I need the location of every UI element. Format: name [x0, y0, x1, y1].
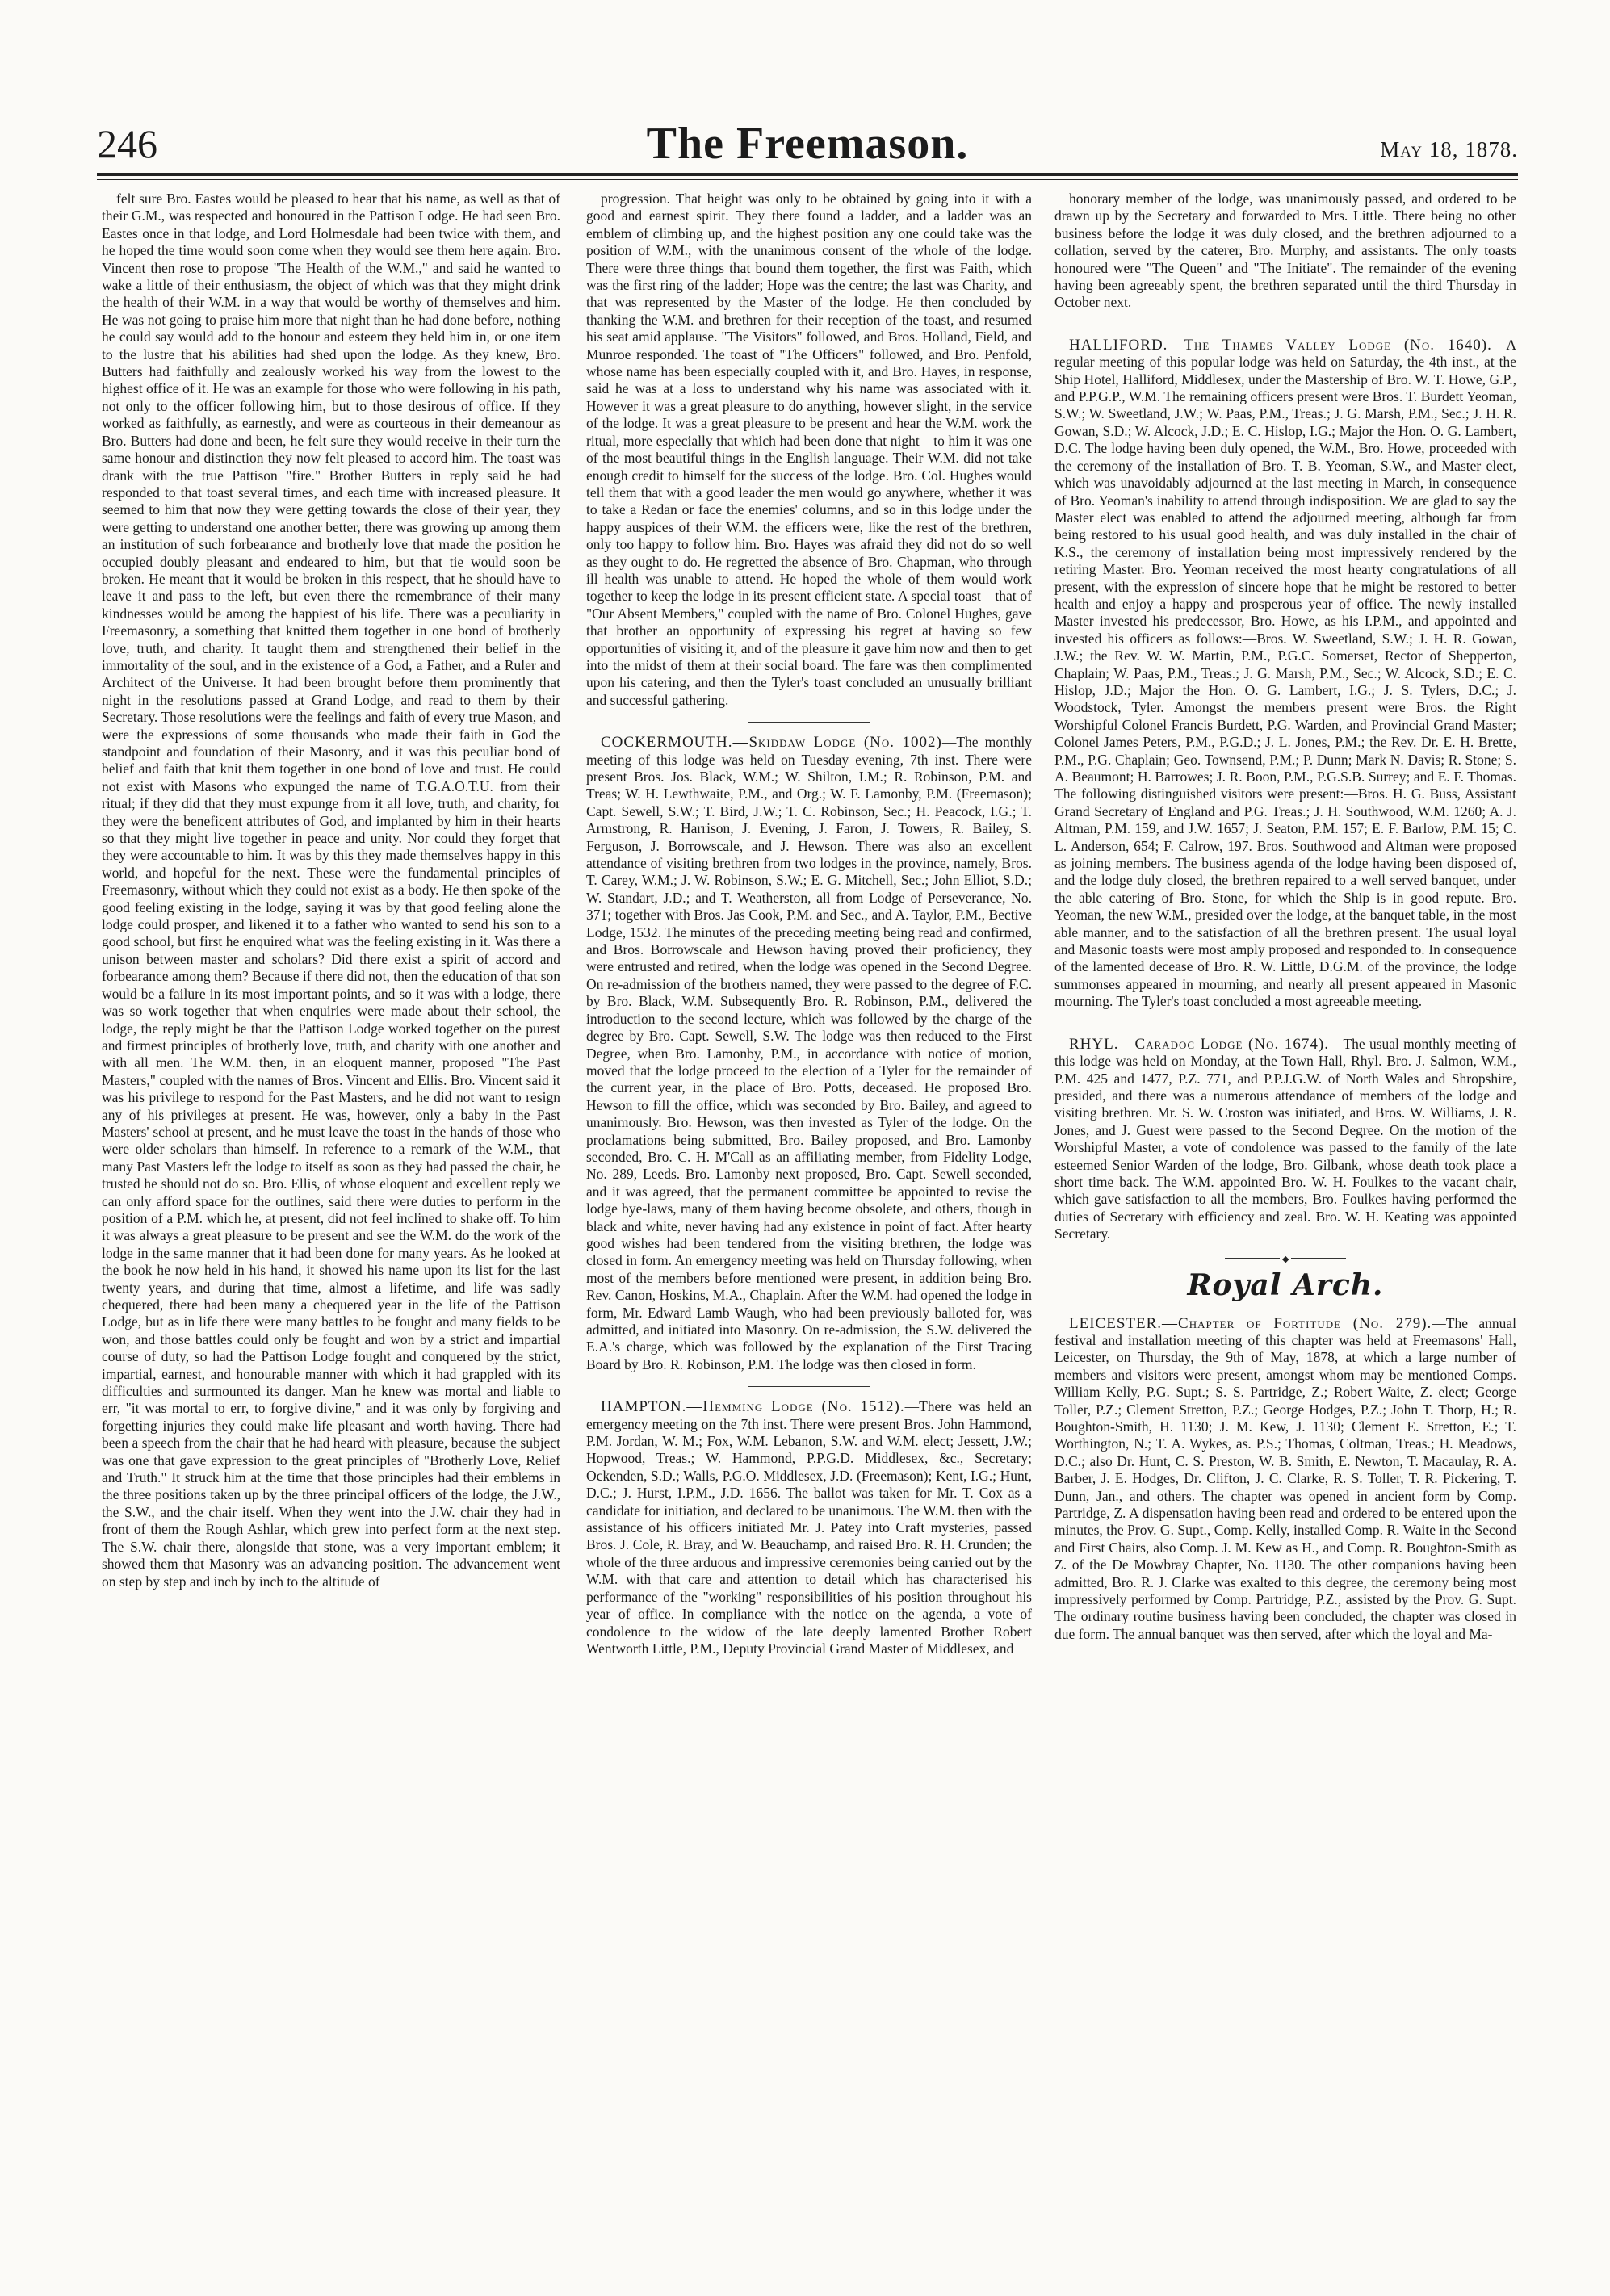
page-number: 246	[97, 121, 157, 166]
column-3	[1054, 191, 1516, 2264]
chapter-report-leicester	[1054, 1315, 1516, 1644]
masthead-rule-thick	[97, 173, 1518, 176]
lodge-report-halliford	[1054, 337, 1516, 1011]
column-1	[102, 191, 560, 2264]
publication-title: The Freemason.	[646, 119, 969, 169]
report-headword: RHYL.—Caradoc Lodge (No. 1674).	[1069, 1035, 1329, 1053]
paragraph-text: progression. That height was only to be obtained by going into it with a good and earnest spirit. They there found a ladder, and a ladder was an emblem of climbing up, and the highest position any one could take was the position of W.M., with the unanimous consent of the whole of the lodge. There were three things that bound them together, the first was Faith, which was the first ring of the ladder; Hope was the centre; the last was Charity, and that was represented by the Master of the lodge. He then concluded by thanking the W.M. and brethren for their reception of the toast, and resumed his seat amid applause. "The Visitors" followed, and Bros. Holland, Field, and Munroe responded. The toast of "The Officers" followed, and Bro. Penfold, whose name has been especially coupled with it, and Bro. Hayes, in response, said he was at a loss to understand why his name was associated with it. However it was a great pleasure to do anything, however slight, in the service of the lodge. It was a great pleasure to be present and hear the W.M. work the ritual, more especially that which had been done that night—to him it was one of the most beautiful things in the English language. Their W.M. did not take enough credit to himself for the success of the lodge. Bro. Col. Hughes would tell them that with a good leader the men would go anywhere, whether it was to take a Redan or face the enemies' columns, and so in this lodge under the happy auspices of their W.M. the efficers were, like the rest of the brethren, only too happy to follow him. Bro. Hayes was afraid they did not do so well as they ought to do. He regretted the absence of Bro. Chapman, who through ill health was unable to attend. He hoped the whole of them would work together to keep the lodge in its present efficient state. A special toast—that of "Our Absent Members," coupled with the name of Bro. Colonel Hughes, gave that brother an opportunity of expressing his regret at having so few opportunities of visiting it, and of the pleasure it gave him now and then to get into the midst of them at their social board. The fare was then complimented upon his catering, and then the Tyler's toast concluded an unusually brilliant and successful gathering.	[586, 191, 1032, 708]
report-text: —The usual monthly meeting of this lodge was held on Monday, at the Town Hall, Rhyl. Bro. J. Salmon, W.M., P.M. 425 and 1477, P.Z. 771, and P.P.J.G.W. of North Wales and Shropshire, presided, and there was a numerous attendance of members of the lodge and visiting brethren. Mr. S. W. Croston was initiated, and Bros. W. Williams, J. R. Jones, and J. Guest were passed to the Second Degree. On the motion of the Worshipful Master, a vote of condolence was passed to the family of the late esteemed Senior Warden of the lodge, Bro. Gilbank, whose death took place a short time back. The W.M. appointed Bro. W. H. Foulkes to the vacant chair, which gave satisfaction to all the members, Bro. Foulkes having performed the duties of Secretary with efficiency and zeal. Bro. W. H. Keating was appointed Secretary.	[1054, 1035, 1516, 1242]
masthead	[97, 121, 1518, 168]
paragraph-text: felt sure Bro. Eastes would be pleased to hear that his name, as well as that of their G.M., was respected and honoured in the Pattison Lodge. He had seen Bro. Eastes once in that lodge, and Lord Holmesdale had been twice with them, and he hoped the time would soon come when they would see them here again. Bro. Vincent then rose to propose "The Health of the W.M.," and said he wanted to wake a little of their enthusiasm, the object of which was that they might drink the health of their W.M. in a way that would be worthy of themselves and him. He was not going to praise him more that night than he had done before, nothing he could say would add to the honour and esteem they held him in, or one item to the lustre that his abilities had shed upon the lodge. As they knew, Bro. Butters had faithfully and zealously worked his way from the lowest to the highest office of it. He was an example for those who were following in his path, not only to the officer following him, but to those desirous of office. If they worked as faithfully, as earnestly, and were as courteous in their demeanour as Bro. Butters had done and been, he felt sure they would receive in their turn the same honour and distinction they now felt pleased to accord him. The toast was drank with the true Pattison "fire." Brother Butters in reply said he had responded to that toast several times, and each time with increased pleasure. It seemed to him that now they were getting towards the close of their year, they were getting to understand one another better, there was growing up among them an institution of such forbearance and brotherly love that made the position he occupied doubly pleasant and endeared to him, but that tie would soon be broken. He meant that it would be broken in this respect, that he should have to leave it and pass to the left, but even there the remembrance of their many kindnesses would be among the happiest of his life. There was a peculiarity in Freemasonry, a something that knitted them together in one bond of brotherly love, truth, and charity. It taught them and strengthened their belief in the immortality of the soul, and in the existence of a God, a Father, and a Ruler and Architect of the Universe. It had been brought before them prominently that night in the resolutions passed at Grand Lodge, and read to them by their Secretary. Those resolutions were the feelings and faith of every true Mason, and were the expressions of some thousands who made their faith in God the standpoint and foundation of their Masonry, and it was this peculiar bond of belief and faith that knit them together in one bond of love and trust. He could not exist with Masons who expunged the name of T.G.A.O.T.U. from their ritual; if they did that they must expunge from it all love, truth, and charity, for they were the beneficent attributes of God, and implanted by him in their hearts so that they might live together in peace and unity. Nor could they forget that they were accountable to him. It was by this they made themselves happy in this world, and hopeful for the next. These were the fundamental principles of Freemasonry, without which they could not exist as a body. He then spoke of the good feeling existing in the lodge, saying it was by that good feeling alone the lodge could prosper, and likened it to a father who wanted to send his son to a good school, but first he enquired what was the feeling existing in it. Was there a unison between master and scholars? Did there exist a spirit of accord and forbearance among them? Because if there did not, then the education of that son would be a failure in its most important points, and so it was with a lodge, there was so work together that when enquiries were made about their school, the lodge, the reply might be that the Pattison Lodge worked together on the purest and firmest principles of brotherly love, truth, and charity with one another and with all men. The W.M. then, in an eloquent manner, proposed "The Past Masters," coupled with the names of Bros. Vincent and Ellis. Bro. Vincent said it was his privilege to respond for the Past Masters, and he did not want to resign any of his privileges at present. He was, however, only a baby in the Past Masters' school at present, and he must leave the toast in the hands of those who were older scholars than himself. In reference to a remark of the W.M., that many Past Masters left the lodge to itself as soon as they had passed the chair, he trusted he should not do so. Bro. Ellis, of whose eloquent and excellent reply we can only afford space for the outlines, said there were duties to perform in the position of a P.M. which he, at present, did not feel inclined to shake off. To him it was always a great pleasure to be present and see the W.M. do the work of the lodge in the same manner that it had been done for many years. As he looked at the book he now held in his hand, it showed his name upon its list for the last twenty years, and during that time, almost a lifetime, and life was sadly chequered, there had been many a chequered year in the life of the Pattison Lodge, but as in life there were many battles to be fought and many fields to be won, and those battles could only be fought and won by a strict and impartial course of duty, so had the Pattison Lodge fought and conquered by the strict, impartial, earnest, and honourable manner with which it had grappled with its difficulties and surmounted its danger. Man he knew was mortal and liable to err, "it was mortal to err, to forgive divine," and it was only by forgiving and forgetting injuries they could make life pleasant and worth having. There had been a speech from the chair that he had heard with pleasure, because the subject was one that gave expression to the great principles of "Brotherly Love, Relief and Truth." It struck him at the time that those principles had their emblems in the three positions taken up by the three principal officers of the lodge, the J.W., the S.W., and the chair itself. When they went into the J.W. chair they had in front of them the Rough Ashlar, which grew into perfect form at the next step. The S.W. chair there, alongside that stone, was a very important emblem; it showed them that Masonry was an advancing position. The advancement went on step by step and inch by inch to the altitude of	[102, 191, 560, 1590]
paragraph-text: honorary member of the lodge, was unanimously passed, and ordered to be drawn up by the Secretary and forwarded to Mrs. Little. There being no other business before the lodge it was duly closed, and the brethren adjourned to a collation, served by the caterer, Bro. Murphy, and assistants. The only toasts honoured were "The Queen" and "The Initiate". The remainder of the evening having been agreeably spent, the brethren separated until the third Thursday in October next.	[1054, 191, 1516, 311]
lodge-report-cockermouth	[586, 734, 1032, 1373]
lodge-report-rhyl	[1054, 1036, 1516, 1243]
lodge-report-hampton	[586, 1398, 1032, 1657]
report-text: —There was held an emergency meeting on the 7th inst. There were present Bros. John Hammond, P.M. Jordan, W. M.; Fox, W.M. Lebanon, S.W. and W.M. elect; Jessett, J.W.; Hopwood, Treas.; W. Hammond, P.P.G.D. Middlesex, &c., Secretary; Ockenden, S.D.; Walls, P.G.O. Middlesex, J.D. (Freemason); Kent, I.G.; Hunt, D.C.; J. Hurst, I.P.M., J.D. 1656. The ballot was taken for Mr. T. Cox as a candidate for initiation, and declared to be unanimous. The W.M. then with the assistance of his officers initiated Mr. J. Patey into Craft mysteries, passed Bros. J. Cole, R. Bray, and W. Beauchamp, and raised Bro. R. H. Crunden; the whole of the three arduous and impressive ceremonies being carried out by the W.M. with that care and attention to detail which has characterised his performance of the "working" responsibilities of his position throughout his year of office. In compliance with the notice on the agenda, a vote of condolence to the widow of the late deeply lamented Brother Robert Wentworth Little, P.M., Deputy Provincial Grand Master of Middlesex, and	[586, 1398, 1032, 1657]
report-text: —The monthly meeting of this lodge was held on Tuesday evening, 7th inst. There were present Bros. Jos. Black, W.M.; W. Shilton, I.M.; R. Robinson, P.M. and Treas; W. H. Lewthwaite, P.M., and Org.; W. F. Lamonby, P.M. (Freemason); Capt. Sewell, S.W.; T. Bird, J.W.; T. C. Robinson, Sec.; H. Peacock, I.G.; T. Armstrong, R. Harrison, J. Evening, J. Faron, J. Towers, R. Bailey, S. Ferguson, J. Borrowscale, and J. Hewson. There was also an excellent attendance of visiting brethren from two lodges in the province, namely, Bros. T. Carey, W.M.; J. W. Robinson, S.W.; E. G. Mitchell, Sec.; John Elliot, S.D.; W. Standart, J.D.; and T. Weatherston, all from Lodge of Perseverance, No. 371; together with Bros. Jas Cook, P.M. and Sec., and A. Taylor, P.M., Bective Lodge, 1532. The minutes of the preceding meeting being read and confirmed, and Bros. Borrowscale and Hewson having proved their proficiency, they were entrusted and retired, when the lodge was opened in the Second Degree. On re-admission of the brothers named, they were passed to the degree of F.C. by Bro. Black, W.M. Subsequently Bro. R. Robinson, P.M., delivered the introduction to the second lecture, which was followed by the charge of the degree by Bro. Capt. Sewell, S.W. The lodge was then reduced to the First Degree, when Bro. Lamonby, P.M., in accordance with notice of motion, moved that the lodge proceed to the election of a Tyler for the remainder of the current year, in the place of Bro. Potts, deceased. He proposed Bro. Hewson to fill the office, which was seconded by Bro. Bailey, and agreed to unanimously. Bro. Hewson, was then invested as Tyler of the lodge. On the proclamations being submitted, Bro. Bailey proposed, and Bro. Lamonby seconded, Bro. C. H. M'Call as an affiliating member, from Fidelity Lodge, No. 289, Leeds. Bro. Lamonby next proposed, Bro. Capt. Sewell seconded, and it was agreed, that the permanent committee be appointed to revise the lodge bye-laws, many of them having become obsolete, and others, though in black and white, never having had any existence in point of fact. After hearty good wishes had been tendered from the visiting brethren, the lodge was closed in form. An emergency meeting was held on Thursday following, when most of the members before mentioned were present, in addition being Bro. Rev. Canon, Hoskins, M.A., Chaplain. After the W.M. had opened the lodge in form, Mr. Edward Lamb Waugh, who had been previously balloted for, was admitted, and initiated into Masonry. On re-admission, the S.W. delivered the E.A.'s charge, which was followed by the explanation of the First Tracing Board by Bro. R. Robinson, P.M. The lodge was then closed in form.	[586, 734, 1032, 1372]
masthead-rule-thin	[97, 179, 1518, 180]
section-divider	[748, 1386, 870, 1387]
article-paragraph	[1054, 191, 1516, 312]
report-headword: HAMPTON.—Hemming Lodge (No. 1512).	[601, 1398, 905, 1416]
section-divider	[748, 722, 870, 723]
ornament-divider	[1225, 1258, 1346, 1259]
article-paragraph	[586, 191, 1032, 709]
report-headword: HALLIFORD.—The Thames Valley Lodge (No. 1640).	[1069, 336, 1492, 354]
report-headword: LEICESTER.—Chapter of Fortitude (No. 279).	[1069, 1314, 1432, 1332]
article-paragraph	[102, 191, 560, 1590]
column-2	[586, 191, 1032, 2264]
section-heading-royal-arch: Royal Arch.	[1187, 1267, 1384, 1302]
report-text: —The annual festival and installation meeting of this chapter was held at Freemasons' Hall, Leicester, on Thursday, the 9th of May, 1878, at which a large number of members and visitors were present, amongst whom may be mentioned Comps. William Kelly, P.G. Supt.; S. S. Partridge, Z.; Robert Waite, Z. elect; George Toller, P.Z.; Clement Stretton, P.Z.; George Hodges, P.Z.; John T. Thorp, H.; R. Boughton-Smith, H. 1130; J. M. Kew, J. 1130; Clement E. Stretton, E.; T. Worthington, N.; T. A. Wykes, as. P.S.; Thomas, Coltman, Treas.; H. Meadows, D.C.; also Dr. Hunt, C. S. Preston, W. B. Smith, E. Newton, T. Macaulay, R. A. Barber, J. E. Hodges, Dr. Clifton, J. C. Clarke, R. S. Toller, T. R. Pickering, T. Dunn, Jan., and others. The chapter was opened in ancient form by Comp. Partridge, Z. A dispensation having been read and ordered to be entered upon the minutes, the Prov. G. Supt., Comp. Kelly, installed Comp. R. Waite in the Second and First Chairs, also Comp. J. M. Kew as H., and Comp. R. Boughton-Smith as Z. of the De Mowbray Chapter, No. 1130. The other companions having been admitted, Bro. R. J. Clarke was exalted to this degree, the ceremony being most impressively performed by Comp. Partridge, P.Z., assisted by the Prov. G. Supt. The ordinary routine business having been concluded, the chapter was closed in due form. The annual banquet was then served, after which the loyal and Ma-	[1054, 1314, 1516, 1642]
issue-date: May 18, 1878.	[1380, 137, 1518, 161]
report-text: —A regular meeting of this popular lodge was held on Saturday, the 4th inst., at the Ship Hotel, Halliford, Middlesex, under the Mastership of Bro. W. T. Howe, G.P., and P.P.G.P., W.M. The remaining officers present were Bros. T. Burdett Yeoman, S.W.; W. Sweetland, J.W.; W. Paas, P.M., Treas.; J. G. Marsh, P.M., Sec.; J. H. R. Gowan, S.D.; W. Alcock, J.D.; E. C. Hislop, I.G.; Major the Hon. O. G. Lambert, D.C. The lodge having been duly opened, the W.M., Bro. Howe, proceeded with the ceremony of the installation of Bro. T. B. Yeoman, S.W., and Master elect, which was unavoidably adjourned at the last meeting in March, in consequence of Bro. Yeoman's inability to attend through indisposition. We are glad to say the Master elect was enabled to attend the adjourned meeting, although far from being restored to his usual good health, and was duly installed in the chair of K.S., the ceremony of installation being most impressively rendered by the retiring Master. Bro. Yeoman received the most hearty congratulations of all present, with the expression of sincere hope that he might be restored to better health and enjoy a happy and prosperous year of office. The newly installed Master invested his predecessor, Bro. Howe, as his I.P.M., and appointed and invested his officers as follows:—Bros. W. Sweetland, S.W.; J. H. R. Gowan, J.W.; the Rev. W. W. Martin, P.M., P.G.C. Somerset, Rector of Shepperton, Chaplain; W. Paas, P.M., Treas.; J. G. Marsh, P.M., Sec.; W. Alcock, S.D.; E. C. Hislop, J.D.; Major the Hon. O. G. Lambert, I.G.; J. S. Tylers, D.C.; J. Woodstock, Tyler. Amongst the members present were Bros. the Right Worshipful Colonel Francis Burdett, P.G. Warden, and Provincial Grand Master; Colonel James Peters, P.M., P.G.D.; J. L. Jones, P.M.; the Rev. Dr. E. H. Brette, P.M., P.G. Chaplain; Geo. Townsend, P.M.; P. Dunn; Mark N. Davis; R. Stone; S. A. Beaumont; H. Barrowes; J. R. Boon, P.M., P.G.S.B. Surrey; and E. F. Thomas. The following distinguished visitors were present:—Bros. H. G. Buss, Assistant Grand Secretary of England and P.G. Treas.; J. H. Southwood, W.M. 1260; A. J. Altman, P.M. 159, and J.W. 1657; J. Seaton, P.M. 157; E. F. Barlow, P.M. 15; C. L. Anderson, 654; F. Calrow, 197. Bros. Southwood and Altman were proposed as joining members. The business agenda of the lodge having been disposed of, and the lodge duly closed, the brethren repaired to a well served banquet, under the able catering of Bro. Stone, for which the Ship is in good repute. Bro. Yeoman, the new W.M., presided over the lodge, at the banquet table, in the most able manner, and to the satisfaction of all the brethren present. The usual loyal and Masonic toasts were most amply proposed and responded to. In consequence of the lamented decease of Bro. R. W. Little, D.G.M. of the province, the lodge summonses appeared in mourning, and nearly all present appeared in Masonic mourning. The Tyler's toast concluded a most agreeable meeting.	[1054, 336, 1516, 1010]
report-headword: COCKERMOUTH.—Skiddaw Lodge (No. 1002)	[601, 734, 942, 752]
